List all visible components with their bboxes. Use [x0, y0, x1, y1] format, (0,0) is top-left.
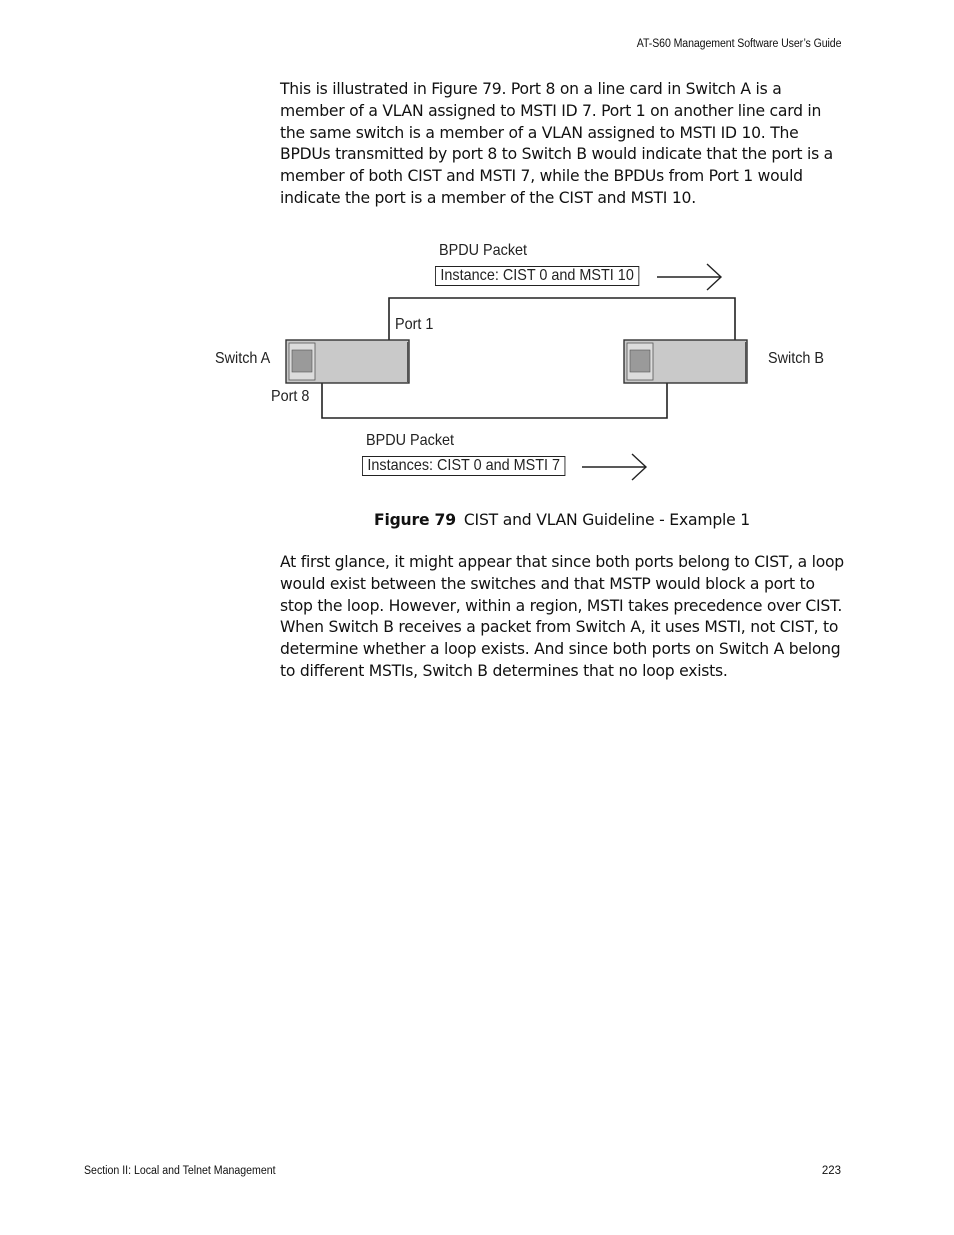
bottom-packet-box: Instances: CIST 0 and MSTI 7 — [362, 456, 565, 476]
bottom-packet-arrow-icon — [582, 454, 646, 480]
port8-label: Port 8 — [271, 388, 310, 405]
switch-a-label: Switch A — [215, 350, 271, 367]
top-packet-title: BPDU Packet — [439, 242, 528, 259]
port1-label: Port 1 — [395, 316, 434, 333]
body-paragraph-1: This is illustrated in Figure 79. Port 8 on a line card in Switch A is a member of a VLAN assigned to MSTI ID 7. Port 1 on another line card in the same switch is a member of a VLAN assigned to MSTI ID 10. The BPDUs transmitted by port 8 to Switch B would indicate that the port is a member of both CIST and MSTI 7, while the BPDUs from Port 1 would indicate the port is a member of the CIST and MSTI 10. — [280, 80, 833, 207]
running-header: AT-S60 Management Software User’s Guide — [636, 38, 841, 50]
port8-link-line — [322, 383, 667, 418]
bottom-packet-title: BPDU Packet — [366, 432, 455, 449]
page-number: 223 — [821, 1165, 841, 1177]
port1-link-line — [389, 298, 735, 340]
footer-section: Section II: Local and Telnet Management — [84, 1165, 276, 1177]
switch-b-label: Switch B — [768, 350, 825, 367]
switch-a-icon — [286, 340, 409, 383]
figure-number: Figure 79 — [374, 511, 456, 529]
top-packet-arrow-icon — [657, 264, 721, 290]
switch-b-icon — [624, 340, 747, 383]
top-packet-box: Instance: CIST 0 and MSTI 10 — [435, 266, 639, 286]
figure-79 — [0, 228, 954, 508]
figure-caption — [374, 511, 750, 529]
figure-caption-text: CIST and VLAN Guideline - Example 1 — [463, 511, 751, 529]
body-paragraph-2: At first glance, it might appear that since both ports belong to CIST, a loop would exist between the switches and that MSTP would block a port to stop the loop. However, within a region, MSTI takes precedence over CIST. When Switch B receives a packet from Switch A, it uses MSTI, not CIST, to determine whether a loop exists. And since both ports on Switch A belong to different MSTIs, Switch B determines that no loop exists. — [280, 553, 844, 680]
